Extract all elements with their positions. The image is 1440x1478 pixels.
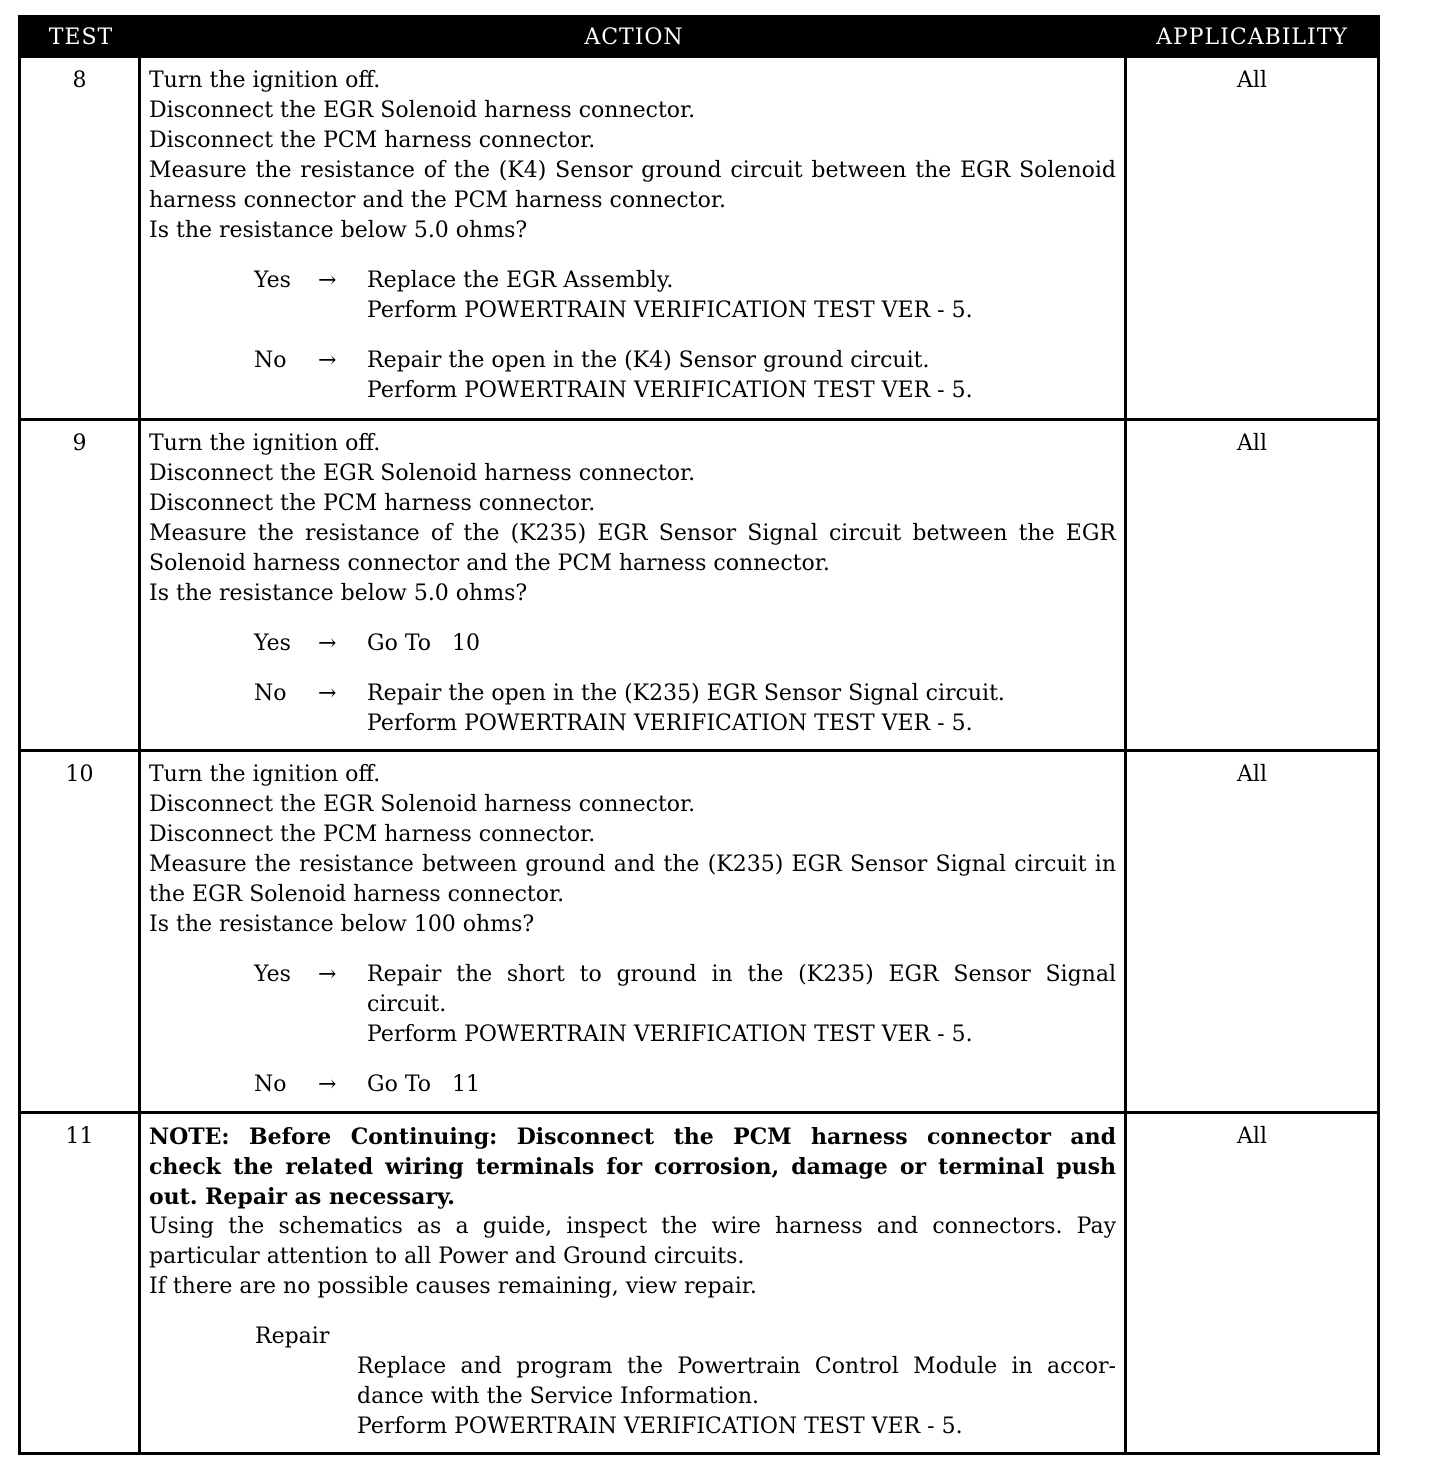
repair-line: Perform POWERTRAIN VERIFICATION TEST VER - 5. bbox=[357, 1414, 963, 1439]
table-row-test-10 bbox=[21, 752, 1377, 1114]
answer-label: No bbox=[254, 1072, 287, 1097]
applicability-cell: All bbox=[1237, 1124, 1267, 1149]
step-line: Is the resistance below 100 ohms? bbox=[149, 912, 535, 937]
arrow-icon: → bbox=[318, 268, 337, 293]
step-line: Using the schematics as a guide, inspect the wire harness and connectors. Pay bbox=[149, 1214, 1116, 1239]
no-answer bbox=[254, 1070, 1116, 1100]
answer-label: Yes bbox=[254, 631, 291, 656]
step-line: Disconnect the EGR Solenoid harness connector. bbox=[149, 792, 696, 817]
note-line: NOTE: Before Continuing: Disconnect the PCM harness connector and bbox=[149, 1124, 1116, 1150]
step-line: Measure the resistance of the (K235) EGR Sensor Signal circuit between the EGR bbox=[149, 521, 1116, 546]
answer-label: No bbox=[254, 348, 287, 373]
test-number: 9 bbox=[21, 421, 141, 749]
action-cell bbox=[141, 421, 1127, 749]
action-cell bbox=[141, 1114, 1127, 1452]
diagnostic-test-table bbox=[18, 15, 1380, 1455]
answer-line: Perform POWERTRAIN VERIFICATION TEST VER - 5. bbox=[367, 711, 973, 736]
action-cell bbox=[141, 58, 1127, 418]
arrow-icon: → bbox=[318, 631, 337, 656]
step-line: Is the resistance below 5.0 ohms? bbox=[149, 581, 528, 606]
note-line: check the related wiring terminals for corrosion, damage or terminal push bbox=[149, 1154, 1116, 1180]
answer-line: Repair the short to ground in the (K235) EGR Sensor Signal bbox=[367, 962, 1116, 987]
answer-line: Repair the open in the (K235) EGR Sensor Signal circuit. bbox=[367, 681, 1005, 706]
answer-line: Go To 10 bbox=[367, 631, 480, 656]
step-line: the EGR Solenoid harness connector. bbox=[149, 882, 565, 907]
repair-body bbox=[357, 1352, 1116, 1442]
step-line: harness connector and the PCM harness connector. bbox=[149, 188, 726, 213]
step-line: Measure the resistance between ground and the (K235) EGR Sensor Signal circuit in bbox=[149, 852, 1116, 877]
answer-line: Go To 11 bbox=[367, 1072, 480, 1097]
arrow-icon: → bbox=[318, 681, 337, 706]
step-line: Disconnect the EGR Solenoid harness connector. bbox=[149, 461, 696, 486]
step-line: Turn the ignition off. bbox=[149, 431, 381, 456]
arrow-icon: → bbox=[318, 962, 337, 987]
answer-label: Yes bbox=[254, 962, 291, 987]
test-number: 11 bbox=[21, 1114, 141, 1452]
applicability-cell: All bbox=[1237, 431, 1267, 456]
no-answer bbox=[254, 346, 1116, 406]
step-line: Disconnect the PCM harness connector. bbox=[149, 128, 596, 153]
applicability-cell: All bbox=[1237, 762, 1267, 787]
header-applicability: APPLICABILITY bbox=[1156, 25, 1348, 50]
test-number: 10 bbox=[21, 752, 141, 1111]
header-action: ACTION bbox=[584, 25, 684, 50]
header-test: TEST bbox=[48, 25, 114, 50]
repair-line: Replace and program the Powertrain Control Module in accor- bbox=[357, 1354, 1116, 1379]
yes-answer bbox=[254, 266, 1116, 326]
step-line: Measure the resistance of the (K4) Sensor ground circuit between the EGR Solenoid bbox=[149, 158, 1116, 183]
step-line: Turn the ignition off. bbox=[149, 762, 381, 787]
step-line: Disconnect the EGR Solenoid harness connector. bbox=[149, 98, 696, 123]
answer-line: Perform POWERTRAIN VERIFICATION TEST VER - 5. bbox=[367, 298, 973, 323]
step-line: Disconnect the PCM harness connector. bbox=[149, 822, 596, 847]
answer-line: circuit. bbox=[367, 992, 447, 1017]
answer-line: Replace the EGR Assembly. bbox=[367, 268, 674, 293]
no-answer bbox=[254, 679, 1116, 739]
arrow-icon: → bbox=[318, 348, 337, 373]
table-row-test-8 bbox=[21, 58, 1377, 421]
yes-answer bbox=[254, 629, 1116, 659]
step-line: particular attention to all Power and Ground circuits. bbox=[149, 1244, 745, 1269]
applicability-cell: All bbox=[1237, 68, 1267, 93]
answer-label: Yes bbox=[254, 268, 291, 293]
step-line: Is the resistance below 5.0 ohms? bbox=[149, 218, 528, 243]
step-line: Solenoid harness connector and the PCM harness connector. bbox=[149, 551, 830, 576]
table-header bbox=[21, 18, 1377, 58]
step-line: Turn the ignition off. bbox=[149, 68, 381, 93]
step-line: If there are no possible causes remaining, view repair. bbox=[149, 1274, 757, 1299]
repair-label: Repair bbox=[255, 1324, 330, 1349]
test-number: 8 bbox=[21, 58, 141, 418]
action-cell bbox=[141, 752, 1127, 1111]
answer-line: Perform POWERTRAIN VERIFICATION TEST VER - 5. bbox=[367, 1022, 973, 1047]
answer-label: No bbox=[254, 681, 287, 706]
table-row-test-9 bbox=[21, 421, 1377, 752]
table-row-test-11 bbox=[21, 1114, 1377, 1452]
answer-line: Perform POWERTRAIN VERIFICATION TEST VER - 5. bbox=[367, 378, 973, 403]
answer-line: Repair the open in the (K4) Sensor ground circuit. bbox=[367, 348, 930, 373]
yes-answer bbox=[254, 960, 1116, 1050]
repair-line: dance with the Service Information. bbox=[357, 1384, 760, 1409]
step-line: Disconnect the PCM harness connector. bbox=[149, 491, 596, 516]
note-line: out. Repair as necessary. bbox=[149, 1184, 455, 1210]
arrow-icon: → bbox=[318, 1072, 337, 1097]
